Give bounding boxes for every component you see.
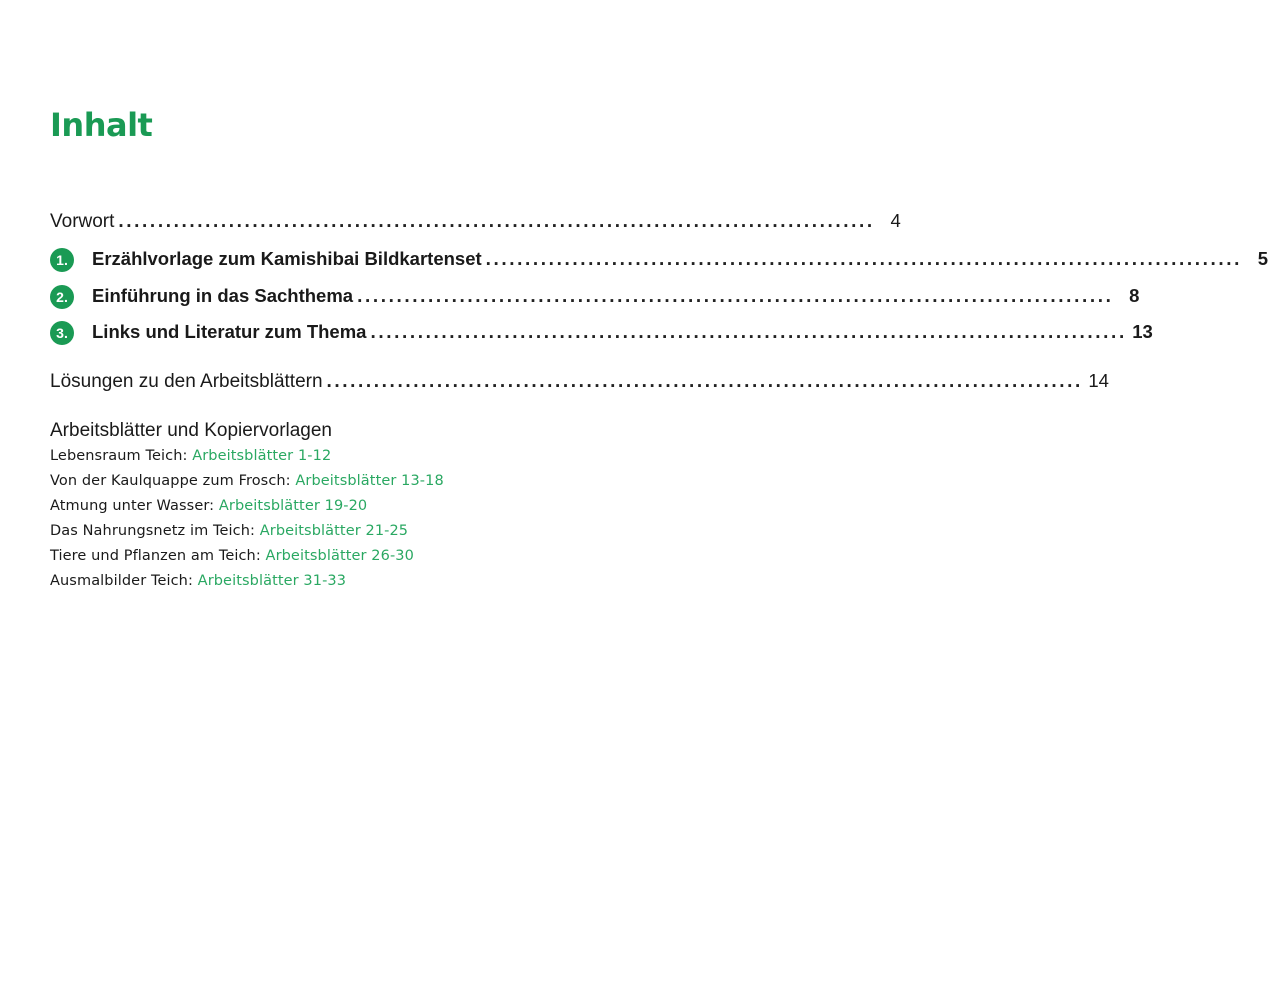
worksheet-sheet-range: Arbeitsblätter 19-20 (218, 498, 368, 514)
toc-dot-leader: ................................................................................................ (326, 371, 1083, 392)
worksheet-item[interactable] (50, 498, 444, 523)
toc-entry-vorwort[interactable] (50, 210, 901, 236)
worksheet-topic: Atmung unter Wasser: (50, 498, 215, 514)
toc-dot-leader: ................................................................................................ (118, 211, 875, 232)
worksheet-topic: Von der Kaulquappe zum Frosch: (50, 473, 291, 489)
worksheet-sheet-range: Arbeitsblätter 13-18 (295, 473, 444, 489)
worksheet-topic: Lebensraum Teich: (50, 448, 188, 464)
toc-entry-loesungen[interactable] (50, 370, 1109, 396)
worksheet-item[interactable] (50, 548, 444, 573)
toc-dot-leader: ................................................................................................ (370, 322, 1127, 343)
worksheet-sheet-range: Arbeitsblätter 1-12 (192, 448, 332, 464)
toc-entry-chapter-3[interactable] (50, 321, 1153, 347)
toc-page-number: 13 (1132, 321, 1153, 342)
worksheet-item[interactable] (50, 473, 444, 498)
toc-entry-label: Erzählvorlage zum Kamishibai Bildkartenset (92, 248, 482, 269)
toc-page-number: 14 (1088, 370, 1109, 391)
worksheet-item[interactable] (50, 573, 444, 598)
page-title: Inhalt (50, 106, 153, 144)
worksheet-item[interactable] (50, 523, 444, 548)
worksheet-sheet-range: Arbeitsblätter 26-30 (265, 548, 414, 564)
worksheet-topic: Tiere und Pflanzen am Teich: (50, 548, 261, 564)
chapter-number-badge: 3. (50, 321, 74, 345)
toc-dot-leader: ................................................................................................ (357, 286, 1114, 307)
worksheet-sheet-range: Arbeitsblätter 31-33 (197, 573, 347, 589)
worksheet-item[interactable] (50, 448, 444, 473)
worksheets-heading: Arbeitsblätter und Kopiervorlagen (50, 420, 333, 441)
worksheet-topic: Das Nahrungsnetz im Teich: (50, 523, 256, 539)
toc-entry-label: Links und Literatur zum Thema (92, 321, 367, 342)
toc-entry-chapter-1[interactable] (50, 248, 1268, 274)
toc-entry-label: Vorwort (50, 211, 115, 232)
toc-page-number: 5 (1257, 248, 1268, 269)
toc-entry-label: Lösungen zu den Arbeitsblättern (50, 371, 323, 392)
worksheet-topic: Ausmalbilder Teich: (50, 573, 193, 589)
toc-entry-label: Einführung in das Sachthema (92, 285, 354, 306)
toc-page-number: 8 (1129, 285, 1140, 306)
toc-page-number: 4 (890, 210, 901, 231)
toc-entry-chapter-2[interactable] (50, 285, 1140, 311)
worksheet-sheet-range: Arbeitsblätter 21-25 (259, 523, 409, 539)
toc-dot-leader: ................................................................................................ (485, 249, 1243, 270)
chapter-number-badge: 1. (50, 248, 74, 272)
chapter-number-badge: 2. (50, 285, 74, 309)
worksheets-list (50, 448, 444, 598)
